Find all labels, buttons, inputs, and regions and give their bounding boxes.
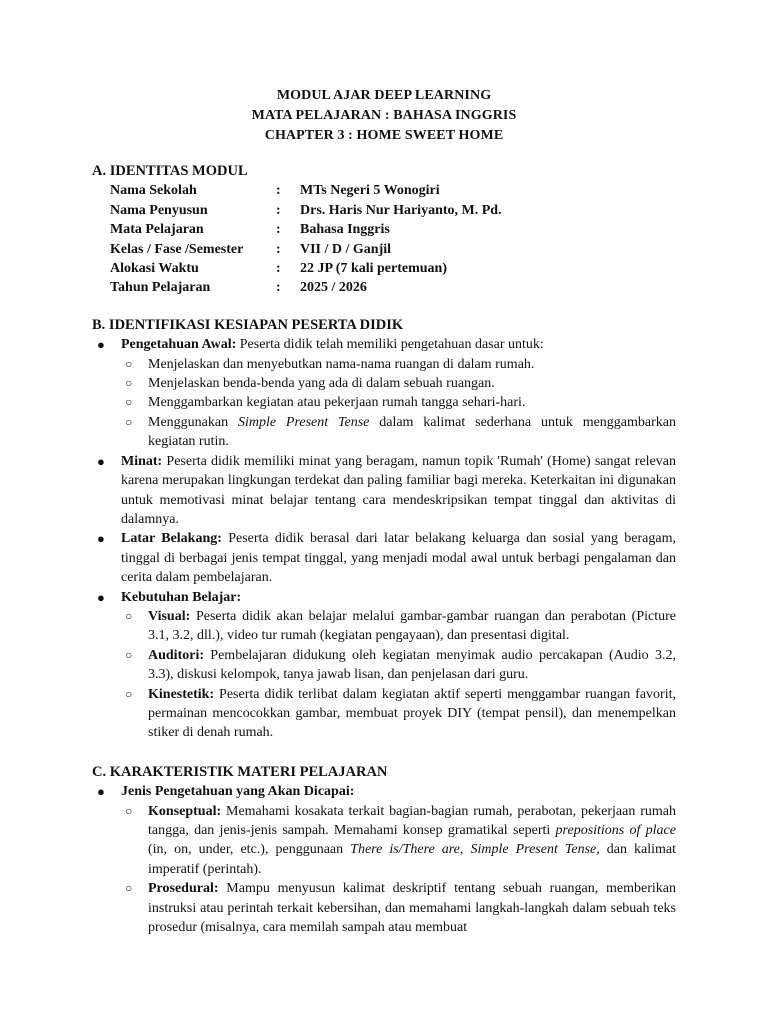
identity-value: MTs Negeri 5 Wonogiri — [300, 183, 440, 199]
document-header — [0, 86, 768, 146]
item-text: Memahami kosakata terkait bagian-bagian rumah, perabotan, pekerjaan rumah tangga, dan jenis-jenis sampah. Memahami konsep gramatikal seperti — [148, 803, 676, 838]
bullet-icon: ● — [97, 453, 105, 469]
identity-row — [110, 240, 676, 259]
identity-value: 22 JP (7 kali pertemuan) — [300, 261, 447, 277]
item-text: Peserta didik telah memiliki pengetahuan dasar untuk: — [236, 337, 544, 353]
identity-colon: : — [276, 222, 281, 238]
identity-colon: : — [276, 261, 281, 277]
item-label: Kebutuhan Belajar: — [121, 589, 242, 605]
identity-row — [110, 278, 676, 297]
identity-label: Alokasi Waktu — [110, 261, 199, 277]
bullet-icon: ● — [97, 531, 105, 547]
section-b-title: B. IDENTIFIKASI KESIAPAN PESERTA DIDIK — [92, 316, 404, 333]
item-text: Peserta didik akan belajar melalui gambar-gambar ruangan dan perabotan (Picture 3.1, 3.2, dll.), video tur rumah (kegiatan pengayaan), dan presentasi digital. — [148, 608, 676, 644]
item-text: Peserta didik memiliki minat yang beragam, namun topik 'Rumah' (Home) sangat relevan karena merupakan lingkungan terdekat dan paling familiar bagi mereka. Keterkaitan ini digunakan untuk memotivasi minat belajar tentang cara mendeskripsikan tempat tinggal dan aktivitas di dalamnya. — [121, 453, 676, 527]
item-label: Kinestetik: — [148, 686, 215, 702]
bullet-icon: ● — [97, 337, 105, 353]
item-text: Peserta didik berasal dari latar belakang keluarga dan sosial yang beragam, tinggal di berbagai jenis tempat tinggal, yang menjadi modal awal untuk berbagi pengalaman dan cerita dalam pembelajaran. — [121, 531, 676, 586]
identity-value: VII / D / Ganjil — [300, 241, 392, 257]
identity-colon: : — [276, 241, 281, 257]
item-label: Jenis Pengetahuan yang Akan Dicapai: — [121, 784, 355, 800]
section-c-title: C. KARAKTERISTIK MATERI PELAJARAN — [92, 763, 388, 780]
identity-row — [110, 201, 676, 220]
identity-label: Nama Penyusun — [110, 202, 208, 218]
bullet-icon: ● — [97, 784, 105, 800]
sub-list-item — [92, 879, 676, 937]
item-label: Minat: — [121, 453, 163, 469]
list-item-pengetahuan-awal — [92, 335, 676, 354]
item-text: Menggambarkan kegiatan atau pekerjaan rumah tangga sehari-hari. — [148, 395, 526, 411]
identity-table — [110, 181, 676, 297]
italic-term: There is/There are — [350, 842, 460, 858]
identity-label: Nama Sekolah — [110, 183, 197, 199]
circle-bullet-icon: ○ — [125, 686, 133, 701]
circle-bullet-icon: ○ — [125, 376, 133, 391]
subject-title: MATA PELAJARAN : BAHASA INGGRIS — [251, 108, 517, 123]
circle-bullet-icon: ○ — [125, 881, 133, 896]
sub-list-item — [92, 393, 676, 412]
document-body — [92, 162, 676, 937]
item-text: Peserta didik terlibat dalam kegiatan aktif seperti menggambar ruangan favorit, permainan mencocokkan gambar, membuat proyek DIY (tempat pensil), dan menempelkan stiker di denah rumah. — [148, 686, 676, 741]
item-label: Pengetahuan Awal: — [121, 337, 237, 353]
identity-row — [110, 220, 676, 239]
sub-list-item — [92, 374, 676, 393]
circle-bullet-icon: ○ — [125, 647, 133, 662]
italic-term: Simple Present Tense — [237, 414, 370, 430]
identity-value: Bahasa Inggris — [300, 222, 390, 238]
item-text: dalam kalimat sederhana untuk menggambarkan kegiatan rutin. — [148, 414, 676, 450]
item-label: Auditori: — [148, 647, 204, 663]
identity-label: Kelas / Fase /Semester — [110, 241, 244, 257]
item-text: Pembelajaran didukung oleh kegiatan menyimak audio percakapan (Audio 3.2, 3.3), diskusi kelompok, tanya jawab lisan, dan penjelasan dari guru. — [148, 647, 676, 683]
identity-colon: : — [276, 183, 281, 199]
module-title: MODUL AJAR DEEP LEARNING — [276, 88, 492, 103]
identity-label: Mata Pelajaran — [110, 222, 204, 238]
identity-colon: : — [276, 202, 281, 218]
circle-bullet-icon: ○ — [125, 395, 133, 410]
identity-row — [110, 181, 676, 200]
sub-list-item — [92, 607, 676, 646]
item-text: dan kalimat imperatif (perintah). — [148, 842, 677, 877]
identity-row — [110, 259, 676, 278]
sub-list-item — [92, 355, 676, 374]
list-item-minat — [92, 452, 676, 530]
sub-list-item — [92, 646, 676, 685]
list-item-kebutuhan-belajar — [92, 588, 676, 607]
item-label: Visual: — [148, 608, 191, 624]
sub-list-item — [92, 802, 676, 880]
identity-value: 2025 / 2026 — [300, 280, 367, 296]
circle-bullet-icon: ○ — [125, 608, 133, 623]
item-text: Menggunakan — [148, 414, 238, 430]
list-item-jenis-pengetahuan — [92, 782, 676, 801]
item-label: Prosedural: — [148, 881, 219, 897]
item-label: Konseptual: — [148, 803, 222, 819]
circle-bullet-icon: ○ — [125, 803, 133, 818]
sub-list-item — [92, 685, 676, 743]
chapter-title: CHAPTER 3 : HOME SWEET HOME — [264, 128, 504, 143]
italic-term: prepositions of place — [555, 823, 676, 838]
item-label: Latar Belakang: — [121, 531, 222, 547]
identity-label: Tahun Pelajaran — [110, 280, 211, 296]
circle-bullet-icon: ○ — [125, 356, 133, 371]
section-a-title: A. IDENTITAS MODUL — [92, 163, 248, 179]
item-text: Menjelaskan dan menyebutkan nama-nama ruangan di dalam rumah. — [148, 356, 535, 372]
italic-term: Simple Present Tense, — [470, 842, 600, 858]
item-text: , — [459, 842, 471, 858]
sub-list-item — [92, 413, 676, 452]
identity-colon: : — [276, 280, 281, 296]
list-item-latar-belakang — [92, 529, 676, 587]
bullet-icon: ● — [97, 589, 105, 605]
circle-bullet-icon: ○ — [125, 414, 133, 429]
identity-value: Drs. Haris Nur Hariyanto, M. Pd. — [300, 202, 502, 218]
item-text: (in, on, under, etc.), penggunaan — [148, 842, 351, 858]
item-text: Menjelaskan benda-benda yang ada di dalam sebuah ruangan. — [148, 376, 495, 392]
item-text: Mampu menyusun kalimat deskriptif tentang sebuah ruangan, memberikan instruksi atau perintah terkait kebersihan, dan memahami langkah-langkah dalam sebuah teks prosedur (misalnya, cara memilah sampah atau membuat — [148, 881, 676, 936]
